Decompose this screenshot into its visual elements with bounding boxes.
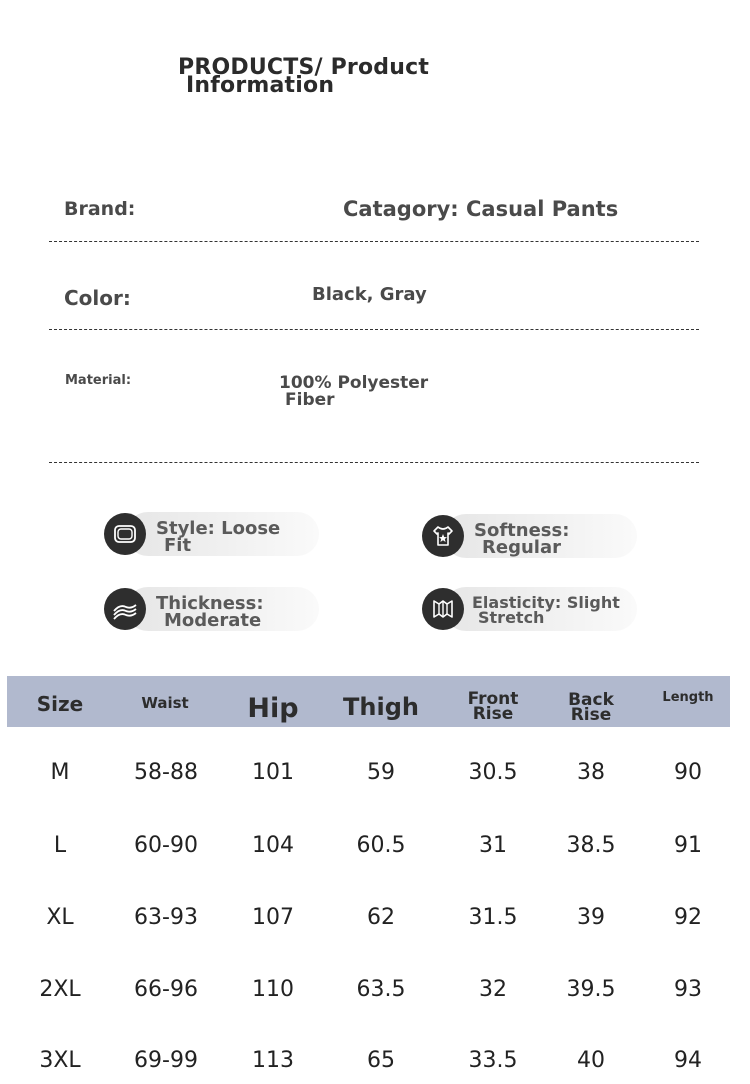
table-cell: 92 bbox=[674, 905, 702, 930]
page-title-line2: Information bbox=[186, 73, 335, 98]
category-text: Catagory: Casual Pants bbox=[343, 197, 619, 221]
feature-text bbox=[474, 522, 569, 556]
page-title-line1: PRODUCTS/ Product bbox=[178, 55, 430, 80]
stretch-fabric-icon bbox=[422, 588, 464, 630]
divider bbox=[49, 241, 699, 242]
table-cell: 39.5 bbox=[566, 977, 616, 1002]
table-cell: 31 bbox=[479, 833, 507, 858]
feature-line1: Style: Loose bbox=[156, 518, 281, 539]
feature-line2: Moderate bbox=[164, 610, 262, 631]
table-cell: 66-96 bbox=[134, 977, 198, 1002]
color-value: Black, Gray bbox=[312, 284, 427, 305]
table-cell: 62 bbox=[367, 905, 395, 930]
feature-line2: Stretch bbox=[478, 608, 545, 627]
divider bbox=[49, 462, 699, 463]
table-cell: 91 bbox=[674, 833, 702, 858]
table-cell: 39 bbox=[577, 905, 605, 930]
feature-thickness bbox=[104, 587, 319, 631]
table-cell: 107 bbox=[252, 905, 294, 930]
feature-line2: Fit bbox=[164, 535, 192, 556]
table-cell: 113 bbox=[252, 1048, 294, 1073]
feature-text bbox=[156, 520, 280, 554]
material-line1: 100% Polyester bbox=[279, 373, 429, 393]
table-cell: L bbox=[53, 833, 67, 858]
table-cell: 60-90 bbox=[134, 833, 198, 858]
table-cell: 31.5 bbox=[468, 905, 518, 930]
feature-line2: Regular bbox=[482, 537, 561, 558]
loose-fit-icon bbox=[104, 513, 146, 555]
divider bbox=[49, 329, 699, 330]
header-waist: Waist bbox=[141, 694, 189, 712]
table-cell: 63-93 bbox=[134, 905, 198, 930]
page-title bbox=[178, 55, 430, 98]
material-line2: Fiber bbox=[285, 390, 335, 410]
table-cell: XL bbox=[46, 905, 74, 930]
feature-text bbox=[472, 595, 620, 625]
color-label: Color: bbox=[64, 286, 131, 310]
header-hip: Hip bbox=[247, 693, 299, 724]
feature-line1: Thickness: bbox=[156, 593, 264, 614]
table-cell: 32 bbox=[479, 977, 507, 1002]
table-cell: 104 bbox=[252, 833, 294, 858]
feature-softness bbox=[422, 514, 637, 558]
material-value bbox=[279, 375, 428, 409]
table-cell: 58-88 bbox=[134, 760, 198, 785]
table-cell: 90 bbox=[674, 760, 702, 785]
header-length: Length bbox=[662, 690, 714, 705]
header-line2: Rise bbox=[472, 704, 514, 724]
header-line1: Front bbox=[467, 689, 519, 709]
table-cell: 59 bbox=[367, 760, 395, 785]
table-cell: 101 bbox=[252, 760, 294, 785]
brand-label: Brand: bbox=[64, 198, 136, 220]
table-cell: 38 bbox=[577, 760, 605, 785]
feature-elasticity bbox=[422, 587, 637, 631]
table-cell: 69-99 bbox=[134, 1048, 198, 1073]
table-cell: 33.5 bbox=[468, 1048, 518, 1073]
table-cell: 65 bbox=[367, 1048, 395, 1073]
header-line1: Back bbox=[568, 690, 614, 710]
table-cell: 93 bbox=[674, 977, 702, 1002]
header-back-rise bbox=[546, 690, 636, 725]
table-cell: 110 bbox=[252, 977, 294, 1002]
header-line2: Rise bbox=[570, 705, 612, 725]
feature-line1: Softness: bbox=[474, 520, 570, 541]
tshirt-softness-icon bbox=[422, 515, 464, 557]
table-cell: 60.5 bbox=[356, 833, 406, 858]
feature-text bbox=[156, 595, 264, 629]
table-cell: 63.5 bbox=[356, 977, 406, 1002]
header-thigh: Thigh bbox=[343, 693, 419, 721]
table-cell: 40 bbox=[577, 1048, 605, 1073]
table-cell: M bbox=[50, 760, 70, 785]
fabric-layers-icon bbox=[104, 588, 146, 630]
feature-style bbox=[104, 512, 319, 556]
table-cell: 38.5 bbox=[566, 833, 616, 858]
feature-line1: Elasticity: Slight bbox=[472, 593, 620, 612]
table-cell: 2XL bbox=[39, 977, 81, 1002]
header-front-rise bbox=[448, 689, 538, 724]
header-size: Size bbox=[36, 692, 84, 716]
table-cell: 3XL bbox=[39, 1048, 81, 1073]
table-cell: 30.5 bbox=[468, 760, 518, 785]
table-cell: 94 bbox=[674, 1048, 702, 1073]
material-label: Material: bbox=[65, 373, 132, 388]
